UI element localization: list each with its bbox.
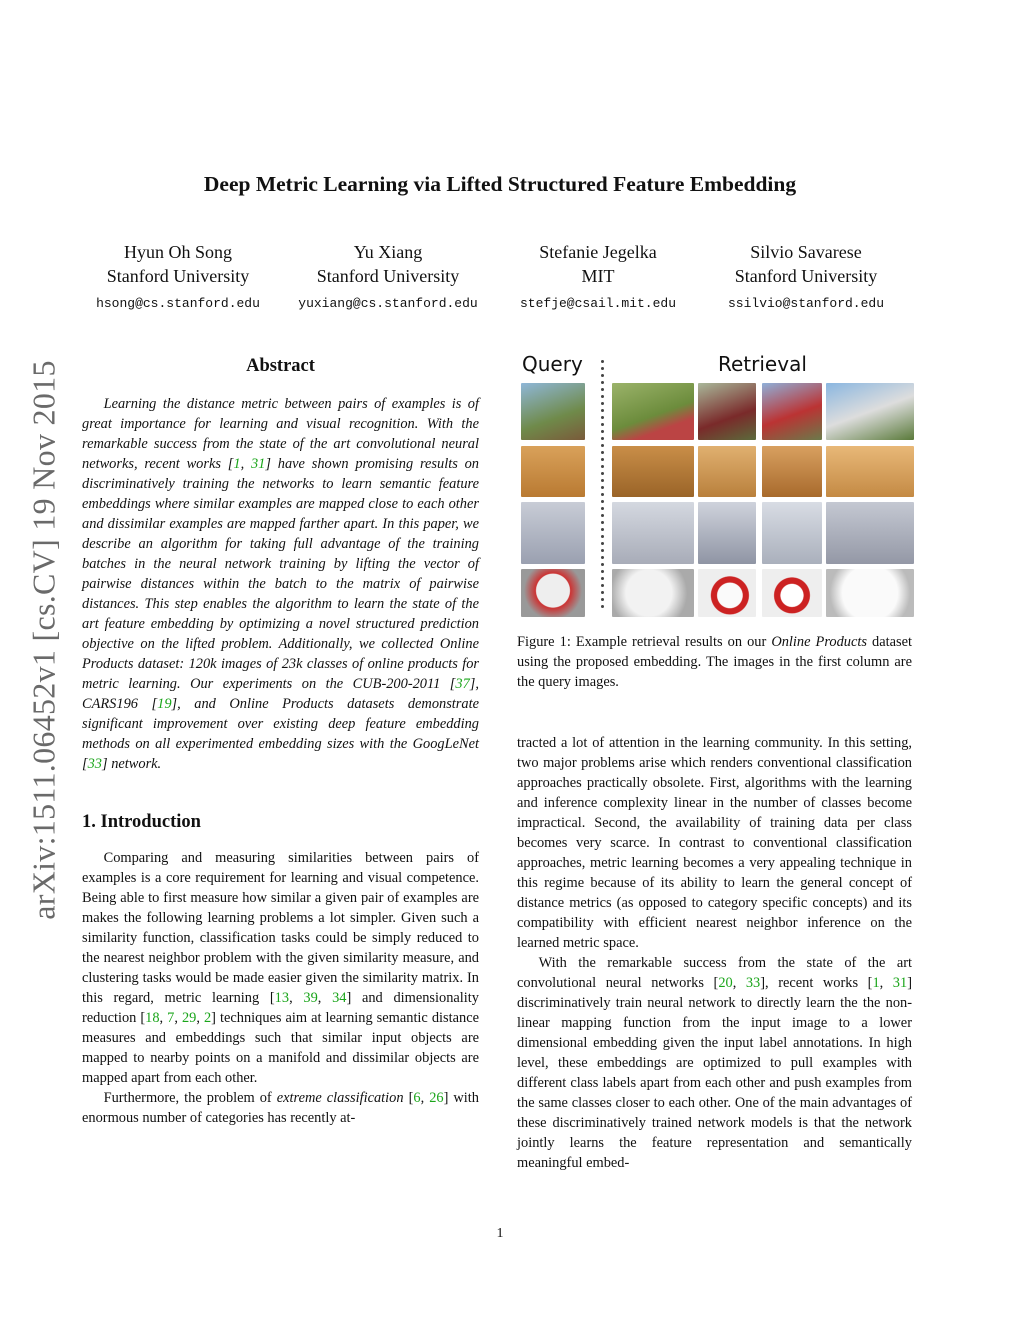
figure-caption: Figure 1: Example retrieval results on our Online Products dataset using the proposed embedding. The images in the first column are the query images. (517, 634, 912, 690)
author-email[interactable]: hsong@cs.stanford.edu (96, 296, 260, 311)
retrieval-bicycle-image (762, 383, 822, 440)
retrieval-chair-image (826, 502, 914, 564)
query-bicycle-image (521, 383, 585, 440)
author-block (68, 240, 288, 316)
divider-dot (601, 535, 604, 538)
divider-dot (601, 402, 604, 405)
divider-dot (601, 514, 604, 517)
author-email[interactable]: stefje@csail.mit.edu (519, 296, 677, 311)
citation-link[interactable]: 2 (203, 1010, 212, 1026)
author-block (278, 240, 498, 316)
divider-dot (601, 374, 604, 377)
retrieval-cabinet-image (826, 446, 914, 497)
retrieval-chair-image (762, 502, 822, 564)
divider-dot (601, 437, 604, 440)
retrieval-cabinet-image (762, 446, 822, 497)
divider-dot (601, 563, 604, 566)
retrieval-mug-image (698, 569, 756, 617)
divider-dot (601, 360, 604, 363)
author-email[interactable]: ssilvio@stanford.edu (727, 296, 885, 311)
divider-dot (601, 451, 604, 454)
author-name: Stefanie Jegelka (539, 242, 657, 262)
citation-link[interactable]: 34 (332, 990, 347, 1006)
divider-dot (601, 458, 604, 461)
divider-dot (601, 549, 604, 552)
citation-link[interactable]: 33 (87, 756, 102, 772)
retrieval-cabinet-image (698, 446, 756, 497)
retrieval-mug-image (612, 569, 694, 617)
retrieval-chair-image (698, 502, 756, 564)
citation-link[interactable]: 1 (872, 975, 880, 991)
divider-dot (601, 605, 604, 608)
citation-link[interactable]: 19 (157, 696, 172, 712)
author-affiliation: Stanford University (734, 266, 878, 286)
divider-dot (601, 570, 604, 573)
author-name: Yu Xiang (353, 242, 423, 262)
query-cabinet-image (521, 446, 585, 497)
retrieval-chair-image (612, 502, 694, 564)
abstract-body: Learning the distance metric between pairs of examples is of great importance for learning and visual recognition. With the remarkable success from the state of the art convolutional neural networks, recent works [1, 31] have shown promising results on discriminatively training the networks to learn semantic feature embeddings where similar examples are mapped close to each other and dissimilar examples are mapped farther apart. In this paper, we describe an algorithm for taking full advantage of the training batches in the neural network training by lifting the vector of pairwise distances within the batch to the matrix of pairwise distances. This step enables the algorithm to learn the state of the art feature embedding by optimizing a novel structured prediction objective on the lifted problem. Additionally, we collected Online Products dataset: 120k images of 23k classes of online products for metric learning. Our experiments on the CUB-200-2011 [37], CARS196 [19], and Online Products datasets demonstrate significant improvement over existing deep feature embedding methods on all experimented embedding sizes with the GoogLeNet [33] network. (82, 396, 479, 772)
author-email[interactable]: yuxiang@cs.stanford.edu (298, 296, 478, 311)
citation-link[interactable]: 33 (745, 975, 761, 991)
intro-paragraph: Furthermore, the problem of extreme classification [6, 26] with enormous number of categories has recently at- (82, 1090, 479, 1126)
divider-dot (601, 479, 604, 482)
author-affiliation: Stanford University (316, 266, 460, 286)
citation-link[interactable]: 20 (718, 975, 733, 991)
intro-paragraph: Comparing and measuring similarities between pairs of examples is a core requirement for learning and visual competence. Being able to first measure how similar a given pair of examples are makes the following learning problems a lot simpler. Given such a similarity function, classification tasks could be simply reduced to the nearest neighbor problem with the given similarity measure, and clustering tasks would be made easier given the similarity matrix. In this regard, metric learning [13, 39, 34] and dimensionality reduction [18, 7, 29, 2] techniques aim at learning semantic distance measures and embeddings such that similar input objects are mapped to nearby points on a manifold and dissimilar objects are mapped apart from each other. (82, 850, 479, 1086)
citation-link[interactable]: 6 (413, 1090, 421, 1106)
citation-link[interactable]: 37 (455, 676, 470, 692)
author-name: Silvio Savarese (750, 242, 862, 262)
citation-link[interactable]: 31 (250, 456, 266, 472)
citation-link[interactable]: 39 (303, 990, 318, 1006)
left-column (82, 356, 479, 1128)
citation-link[interactable]: 26 (429, 1090, 444, 1106)
divider-dot (601, 591, 604, 594)
retrieval-bicycle-image (612, 383, 694, 440)
divider-dot (601, 521, 604, 524)
page-number: 1 (496, 1226, 504, 1241)
divider-dot (601, 395, 604, 398)
divider-dot (601, 465, 604, 468)
divider-dot (601, 472, 604, 475)
divider-dot (601, 507, 604, 510)
author-block (696, 240, 916, 316)
divider-dot (601, 584, 604, 587)
abstract-heading: Abstract (246, 356, 315, 376)
figure-query-label: Query (522, 352, 583, 376)
retrieval-bicycle-image (826, 383, 914, 440)
divider-dot (601, 528, 604, 531)
divider-dot (601, 486, 604, 489)
divider-dot (601, 381, 604, 384)
citation-link[interactable]: 18 (145, 1010, 160, 1026)
arxiv-stamp: arXiv:1511.06452v1 [cs.CV] 19 Nov 2015 (25, 360, 62, 920)
divider-dot (601, 500, 604, 503)
divider-dot (601, 423, 604, 426)
paper-title: Deep Metric Learning via Lifted Structured Feature Embedding (203, 172, 797, 196)
retrieval-bicycle-image (698, 383, 756, 440)
divider-dot (601, 577, 604, 580)
divider-dot (601, 388, 604, 391)
right-column (517, 733, 912, 1173)
author-name: Hyun Oh Song (123, 242, 232, 262)
divider-dot (601, 430, 604, 433)
divider-dot (601, 409, 604, 412)
citation-link[interactable]: 29 (181, 1010, 197, 1026)
query-mug-image (521, 569, 585, 617)
section-heading: 1. Introduction (82, 812, 201, 832)
author-block (488, 240, 708, 316)
citation-link[interactable]: 13 (274, 990, 290, 1006)
divider-dot (601, 542, 604, 545)
query-chair-image (521, 502, 585, 564)
citation-link[interactable]: 7 (167, 1010, 175, 1026)
body-paragraph: tracted a lot of attention in the learning community. In this setting, two major problems arise which renders conventional classification approaches practically obsolete. First, algorithms with the learning and inference complexity linear in the number of classes become impractical. Second, the availability of training data per class becomes very scarce. In contrast to conventional classification approaches, metric learning becomes a very appealing technique in this regime because of its ability to learn the general concept of distance metrics (as opposed to category specific concepts) and its compatibility with efficient nearest neighbor inference on the learned metric space. (517, 735, 912, 951)
citation-link[interactable]: 1 (233, 456, 241, 472)
retrieval-mug-image (762, 569, 822, 617)
body-paragraph: With the remarkable success from the state of the art convolutional neural networks [20, 33], recent works [1, 31] discriminatively train neural network to directly learn the the non-linear mapping function from the input image to a lower dimensional embedding given the input label annotations. In high level, these embeddings are optimized to pull examples with different class labels apart from each other and push examples from the same classes closer to each other. One of the main advantages of these discriminatively trained network models is that the network jointly learns the feature representation and semantically meaningful embed- (517, 955, 912, 1171)
divider-dot (601, 493, 604, 496)
divider-dot (601, 444, 604, 447)
retrieval-mug-image (826, 569, 914, 617)
divider-dot (601, 367, 604, 370)
divider-dot (601, 598, 604, 601)
divider-dot (601, 556, 604, 559)
author-affiliation: Stanford University (106, 266, 250, 286)
divider-dot (601, 416, 604, 419)
citation-link[interactable]: 31 (892, 975, 908, 991)
author-affiliation: MIT (581, 266, 615, 286)
retrieval-cabinet-image (612, 446, 694, 497)
figure-retrieval-label: Retrieval (718, 352, 807, 376)
